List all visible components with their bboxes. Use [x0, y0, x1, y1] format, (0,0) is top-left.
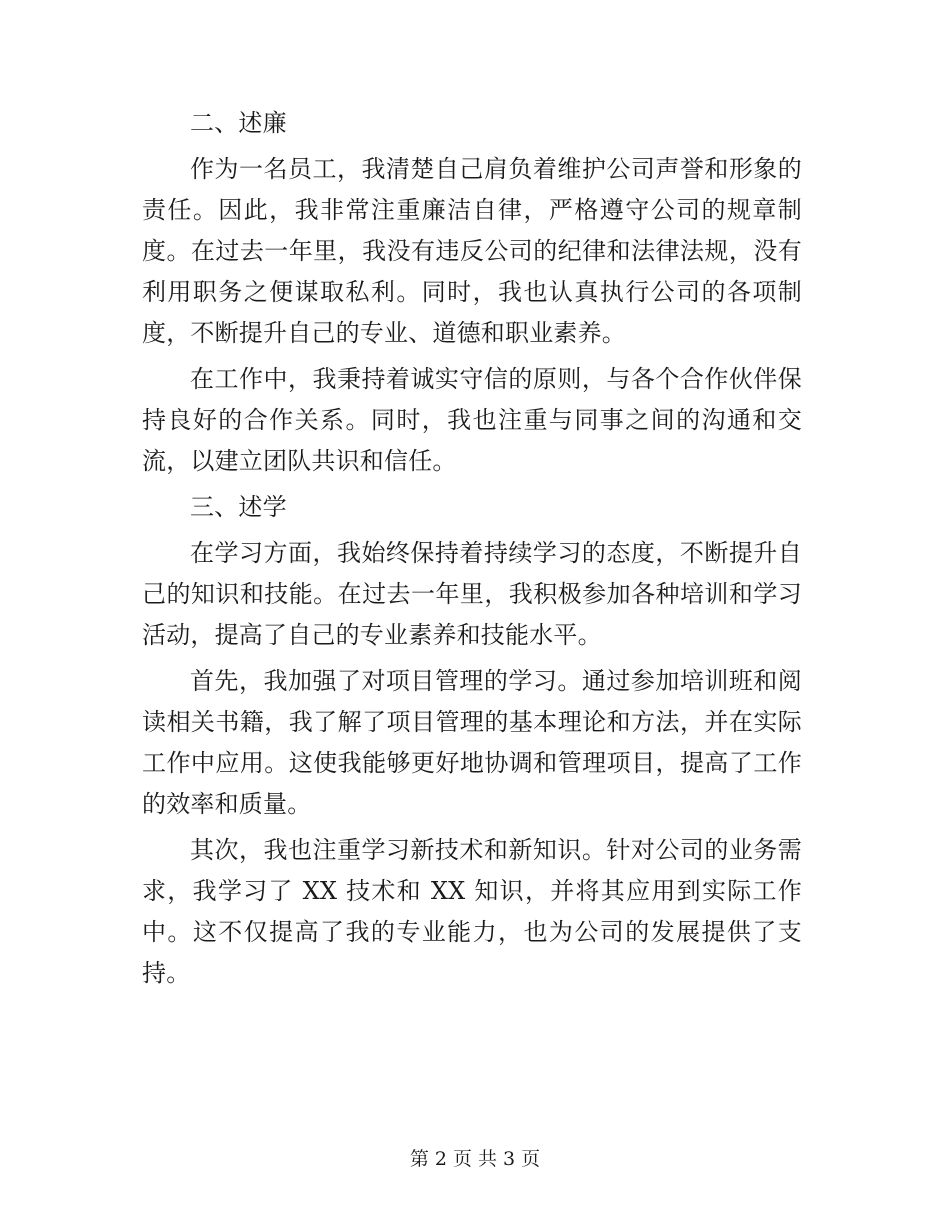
- section-shuxue: [142, 487, 802, 994]
- paragraph: 在工作中，我秉持着诚实守信的原则，与各个合作伙伴保持良好的合作关系。同时，我也注重与同事之间的沟通和交流，以建立团队共识和信任。: [142, 365, 802, 475]
- document-body: [142, 103, 802, 999]
- paragraph: 作为一名员工，我清楚自己肩负着维护公司声誉和形象的责任。因此，我非常注重廉洁自律，严格遵守公司的规章制度。在过去一年里，我没有违反公司的纪律和法律法规，没有利用职务之便谋取私利。同时，我也认真执行公司的各项制度，不断提升自己的专业、道德和职业素养。: [142, 155, 802, 347]
- paragraph: 首先，我加强了对项目管理的学习。通过参加培训班和阅读相关书籍，我了解了项目管理的基本理论和方法，并在实际工作中应用。这使我能够更好地协调和管理项目，提高了工作的效率和质量。: [142, 667, 802, 818]
- section-heading: 二、述廉: [190, 109, 287, 137]
- paragraph: 其次，我也注重学习新技术和新知识。针对公司的业务需求，我学习了 XX 技术和 XX 知识，并将其应用到实际工作中。这不仅提高了我的专业能力，也为公司的发展提供了支持。: [142, 836, 802, 987]
- page-footer: [0, 1145, 950, 1173]
- page-number-label: 第 2 页 共 3 页: [409, 1148, 541, 1170]
- section-heading: 三、述学: [190, 493, 287, 521]
- paragraph: 在学习方面，我始终保持着持续学习的态度，不断提升自己的知识和技能。在过去一年里，我积极参加各种培训和学习活动，提高了自己的专业素养和技能水平。: [142, 539, 802, 649]
- section-shulian: [142, 103, 802, 482]
